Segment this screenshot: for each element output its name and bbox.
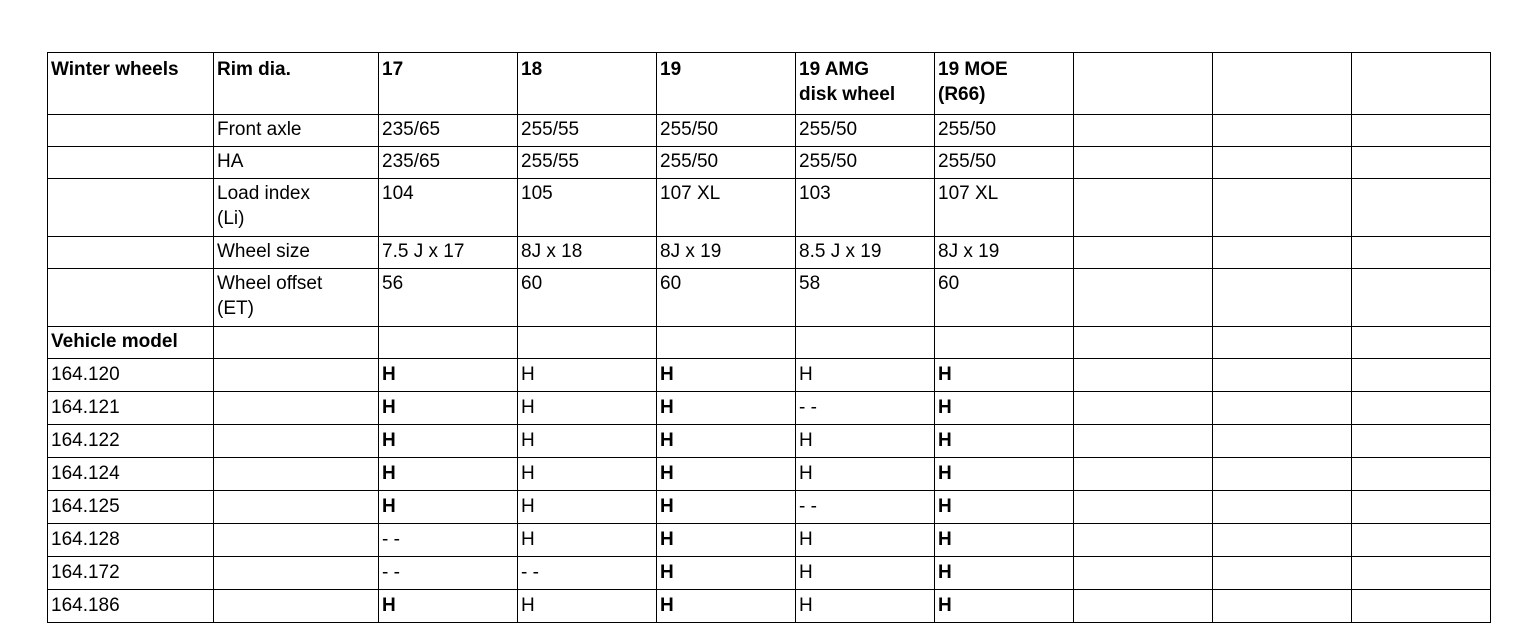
vehicle-row [48, 458, 1491, 491]
spec-value-cell: 8J x 19 [657, 237, 796, 269]
fitment-cell: H [935, 524, 1074, 557]
fitment-cell [1352, 557, 1491, 590]
vehicle-row-blank-cell [214, 557, 379, 590]
spec-row-label: Front axle [214, 115, 379, 147]
spec-value-cell: 7.5 J x 17 [379, 237, 518, 269]
vehicle-row [48, 392, 1491, 425]
fitment-cell: H [796, 425, 935, 458]
fitment-cell: H [518, 491, 657, 524]
vehicle-header-blank-cell [1074, 327, 1213, 359]
spec-value-cell [1213, 269, 1352, 327]
vehicle-model-cell: 164.128 [48, 524, 214, 557]
fitment-cell: H [657, 392, 796, 425]
header-col-1: 17 [379, 53, 518, 115]
spec-row-blank-cell [48, 237, 214, 269]
spec-value-cell [1213, 237, 1352, 269]
fitment-cell [1352, 359, 1491, 392]
spec-value-cell: 255/50 [935, 115, 1074, 147]
spec-row-label: Wheel offset (ET) [214, 269, 379, 327]
fitment-cell [1074, 359, 1213, 392]
spec-value-cell [1352, 147, 1491, 179]
spec-value-cell: 255/50 [796, 115, 935, 147]
fitment-cell: H [379, 458, 518, 491]
vehicle-header-blank-cell [657, 327, 796, 359]
vehicle-row-blank-cell [214, 359, 379, 392]
fitment-cell: H [796, 590, 935, 623]
spec-row [48, 269, 1491, 327]
fitment-cell: H [935, 557, 1074, 590]
winter-wheels-table [47, 52, 1491, 623]
spec-value-cell: 8J x 18 [518, 237, 657, 269]
vehicle-model-cell: 164.186 [48, 590, 214, 623]
header-col-7 [1213, 53, 1352, 115]
spec-value-cell [1074, 179, 1213, 237]
vehicle-header-blank-cell [1352, 327, 1491, 359]
spec-value-cell: 58 [796, 269, 935, 327]
fitment-cell [1074, 524, 1213, 557]
fitment-cell: H [657, 359, 796, 392]
fitment-cell [1213, 557, 1352, 590]
fitment-cell: H [657, 557, 796, 590]
header-col-6 [1074, 53, 1213, 115]
vehicle-model-cell: 164.172 [48, 557, 214, 590]
header-col-8 [1352, 53, 1491, 115]
fitment-cell: H [796, 359, 935, 392]
fitment-cell [1074, 491, 1213, 524]
spec-value-cell [1213, 179, 1352, 237]
fitment-cell [1213, 458, 1352, 491]
spec-row [48, 115, 1491, 147]
spec-value-cell: 255/50 [935, 147, 1074, 179]
fitment-cell: H [379, 491, 518, 524]
spec-row-blank-cell [48, 269, 214, 327]
vehicle-model-cell: 164.125 [48, 491, 214, 524]
fitment-cell [1074, 458, 1213, 491]
vehicle-row [48, 524, 1491, 557]
header-col-5: 19 MOE (R66) [935, 53, 1074, 115]
spec-value-cell: 104 [379, 179, 518, 237]
vehicle-header-blank-cell [1213, 327, 1352, 359]
fitment-cell [1352, 491, 1491, 524]
fitment-cell: H [518, 524, 657, 557]
vehicle-model-cell: 164.121 [48, 392, 214, 425]
spec-value-cell: 235/65 [379, 115, 518, 147]
spec-value-cell [1074, 115, 1213, 147]
spec-value-cell: 103 [796, 179, 935, 237]
fitment-cell: H [379, 359, 518, 392]
fitment-cell: H [379, 590, 518, 623]
fitment-cell: - - [796, 392, 935, 425]
fitment-cell [1352, 458, 1491, 491]
fitment-cell [1213, 524, 1352, 557]
spec-row [48, 147, 1491, 179]
spec-value-cell: 8.5 J x 19 [796, 237, 935, 269]
fitment-cell [1213, 392, 1352, 425]
fitment-cell [1213, 491, 1352, 524]
spec-value-cell: 60 [935, 269, 1074, 327]
vehicle-model-header: Vehicle model [48, 327, 214, 359]
spec-value-cell [1074, 147, 1213, 179]
fitment-cell [1213, 359, 1352, 392]
spec-value-cell: 107 XL [657, 179, 796, 237]
fitment-cell: H [657, 458, 796, 491]
header-col-4: 19 AMG disk wheel [796, 53, 935, 115]
spec-row-label: Wheel size [214, 237, 379, 269]
fitment-cell: - - [796, 491, 935, 524]
fitment-cell: H [657, 491, 796, 524]
spec-value-cell: 235/65 [379, 147, 518, 179]
fitment-cell [1074, 392, 1213, 425]
spec-row [48, 179, 1491, 237]
spec-row-label: Load index (Li) [214, 179, 379, 237]
fitment-cell: - - [379, 557, 518, 590]
fitment-cell: H [379, 392, 518, 425]
spec-value-cell [1074, 237, 1213, 269]
vehicle-row-blank-cell [214, 491, 379, 524]
spec-value-cell: 56 [379, 269, 518, 327]
fitment-cell: - - [379, 524, 518, 557]
vehicle-header-blank-cell [214, 327, 379, 359]
fitment-cell: H [657, 524, 796, 557]
fitment-cell: H [796, 557, 935, 590]
spec-value-cell [1213, 147, 1352, 179]
spec-value-cell: 60 [518, 269, 657, 327]
spec-row-label: HA [214, 147, 379, 179]
vehicle-row [48, 557, 1491, 590]
header-winter-wheels: Winter wheels [48, 53, 214, 115]
fitment-cell: H [518, 458, 657, 491]
fitment-cell: H [657, 590, 796, 623]
fitment-cell [1352, 524, 1491, 557]
header-rim-dia: Rim dia. [214, 53, 379, 115]
fitment-cell: H [935, 359, 1074, 392]
spec-value-cell: 255/50 [796, 147, 935, 179]
fitment-cell: H [518, 425, 657, 458]
fitment-cell [1213, 425, 1352, 458]
spec-row-blank-cell [48, 179, 214, 237]
fitment-cell [1074, 425, 1213, 458]
header-col-2: 18 [518, 53, 657, 115]
vehicle-model-cell: 164.120 [48, 359, 214, 392]
spec-value-cell: 8J x 19 [935, 237, 1074, 269]
fitment-cell: H [935, 458, 1074, 491]
fitment-cell: H [935, 392, 1074, 425]
fitment-cell: H [518, 392, 657, 425]
spec-value-cell: 255/50 [657, 147, 796, 179]
fitment-cell: H [935, 491, 1074, 524]
spec-value-cell [1352, 115, 1491, 147]
fitment-cell [1352, 392, 1491, 425]
fitment-cell: H [657, 425, 796, 458]
vehicle-row-blank-cell [214, 458, 379, 491]
vehicle-row-blank-cell [214, 425, 379, 458]
vehicle-model-cell: 164.122 [48, 425, 214, 458]
vehicle-header-blank-cell [379, 327, 518, 359]
spec-row-blank-cell [48, 147, 214, 179]
fitment-cell: H [796, 458, 935, 491]
fitment-cell: H [379, 425, 518, 458]
spec-value-cell [1352, 269, 1491, 327]
vehicle-header-blank-cell [796, 327, 935, 359]
spec-value-cell [1074, 269, 1213, 327]
vehicle-row [48, 359, 1491, 392]
spec-value-cell: 107 XL [935, 179, 1074, 237]
fitment-cell: H [935, 425, 1074, 458]
fitment-cell: H [796, 524, 935, 557]
spec-value-cell: 255/55 [518, 147, 657, 179]
header-row [48, 53, 1491, 115]
fitment-cell: H [518, 590, 657, 623]
fitment-cell [1074, 557, 1213, 590]
fitment-cell: H [935, 590, 1074, 623]
fitment-cell: H [518, 359, 657, 392]
vehicle-model-header-row [48, 327, 1491, 359]
vehicle-row-blank-cell [214, 392, 379, 425]
spec-value-cell [1352, 237, 1491, 269]
vehicle-row-blank-cell [214, 524, 379, 557]
spec-row [48, 237, 1491, 269]
spec-value-cell: 60 [657, 269, 796, 327]
spec-value-cell [1213, 115, 1352, 147]
vehicle-header-blank-cell [935, 327, 1074, 359]
fitment-cell [1352, 425, 1491, 458]
vehicle-header-blank-cell [518, 327, 657, 359]
vehicle-row [48, 425, 1491, 458]
vehicle-row [48, 491, 1491, 524]
spec-value-cell: 105 [518, 179, 657, 237]
header-col-3: 19 [657, 53, 796, 115]
spec-value-cell: 255/55 [518, 115, 657, 147]
spec-row-blank-cell [48, 115, 214, 147]
fitment-cell: - - [518, 557, 657, 590]
wheel-table-container [47, 52, 1491, 623]
vehicle-model-cell: 164.124 [48, 458, 214, 491]
spec-value-cell [1352, 179, 1491, 237]
spec-value-cell: 255/50 [657, 115, 796, 147]
